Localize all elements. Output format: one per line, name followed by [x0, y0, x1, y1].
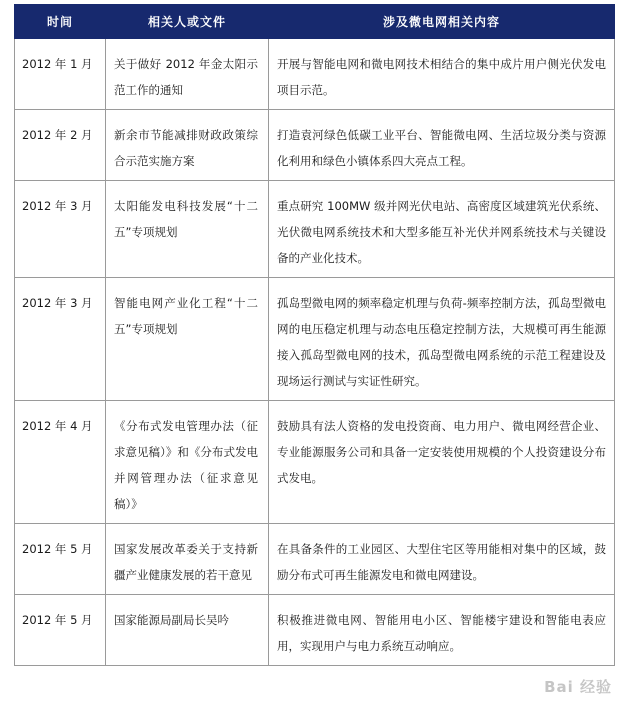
time-cell: 2012 年 5 月 [15, 524, 106, 595]
table-body [15, 39, 615, 666]
content-cell: 在具备条件的工业园区、大型住宅区等用能相对集中的区域，鼓励分布式可再生能源发电和微电网建设。 [269, 524, 615, 595]
table-row [15, 39, 615, 110]
table-row [15, 595, 615, 666]
table-row [15, 524, 615, 595]
time-cell: 2012 年 1 月 [15, 39, 106, 110]
header-time: 时间 [15, 5, 106, 39]
content-cell: 积极推进微电网、智能用电小区、智能楼宇建设和智能电表应用，实现用户与电力系统互动响应。 [269, 595, 615, 666]
document-cell: 智能电网产业化工程“十二五”专项规划 [106, 278, 269, 401]
time-cell: 2012 年 4 月 [15, 401, 106, 524]
time-cell: 2012 年 3 月 [15, 181, 106, 278]
document-cell: 太阳能发电科技发展“十二五”专项规划 [106, 181, 269, 278]
header-row [15, 5, 615, 39]
content-cell: 孤岛型微电网的频率稳定机理与负荷-频率控制方法，孤岛型微电网的电压稳定机理与动态电压稳定控制方法，大规模可再生能源接入孤岛型微电网的技术，孤岛型微电网系统的示范工程建设及现场运行测试与实证性研究。 [269, 278, 615, 401]
document-cell: 《分布式发电管理办法（征求意见稿）》和《分布式发电并网管理办法（征求意见稿）》 [106, 401, 269, 524]
content-cell: 鼓励具有法人资格的发电投资商、电力用户、微电网经营企业、专业能源服务公司和具备一定安装使用规模的个人投资建设分布式发电。 [269, 401, 615, 524]
content-cell: 开展与智能电网和微电网技术相结合的集中成片用户侧光伏发电项目示范。 [269, 39, 615, 110]
content-cell: 重点研究 100MW 级并网光伏电站、高密度区域建筑光伏系统、光伏微电网系统技术和大型多能互补光伏并网系统技术与关键设备的产业化技术。 [269, 181, 615, 278]
header-doc: 相关人或文件 [106, 5, 269, 39]
time-cell: 2012 年 5 月 [15, 595, 106, 666]
document-cell: 国家发展改革委关于支持新疆产业健康发展的若干意见 [106, 524, 269, 595]
content-cell: 打造袁河绿色低碳工业平台、智能微电网、生活垃圾分类与资源化利用和绿色小镇体系四大亮点工程。 [269, 110, 615, 181]
document-cell: 关于做好 2012 年金太阳示范工作的通知 [106, 39, 269, 110]
time-cell: 2012 年 2 月 [15, 110, 106, 181]
table-header [15, 5, 615, 39]
time-cell: 2012 年 3 月 [15, 278, 106, 401]
table-row [15, 110, 615, 181]
document-cell: 国家能源局副局长吴吟 [106, 595, 269, 666]
table-row [15, 278, 615, 401]
policy-table [14, 4, 615, 666]
table-row [15, 401, 615, 524]
table-row [15, 181, 615, 278]
baidu-jingyan-watermark: Bai 经验 [544, 678, 612, 696]
header-content: 涉及微电网相关内容 [269, 5, 615, 39]
document-cell: 新余市节能减排财政政策综合示范实施方案 [106, 110, 269, 181]
